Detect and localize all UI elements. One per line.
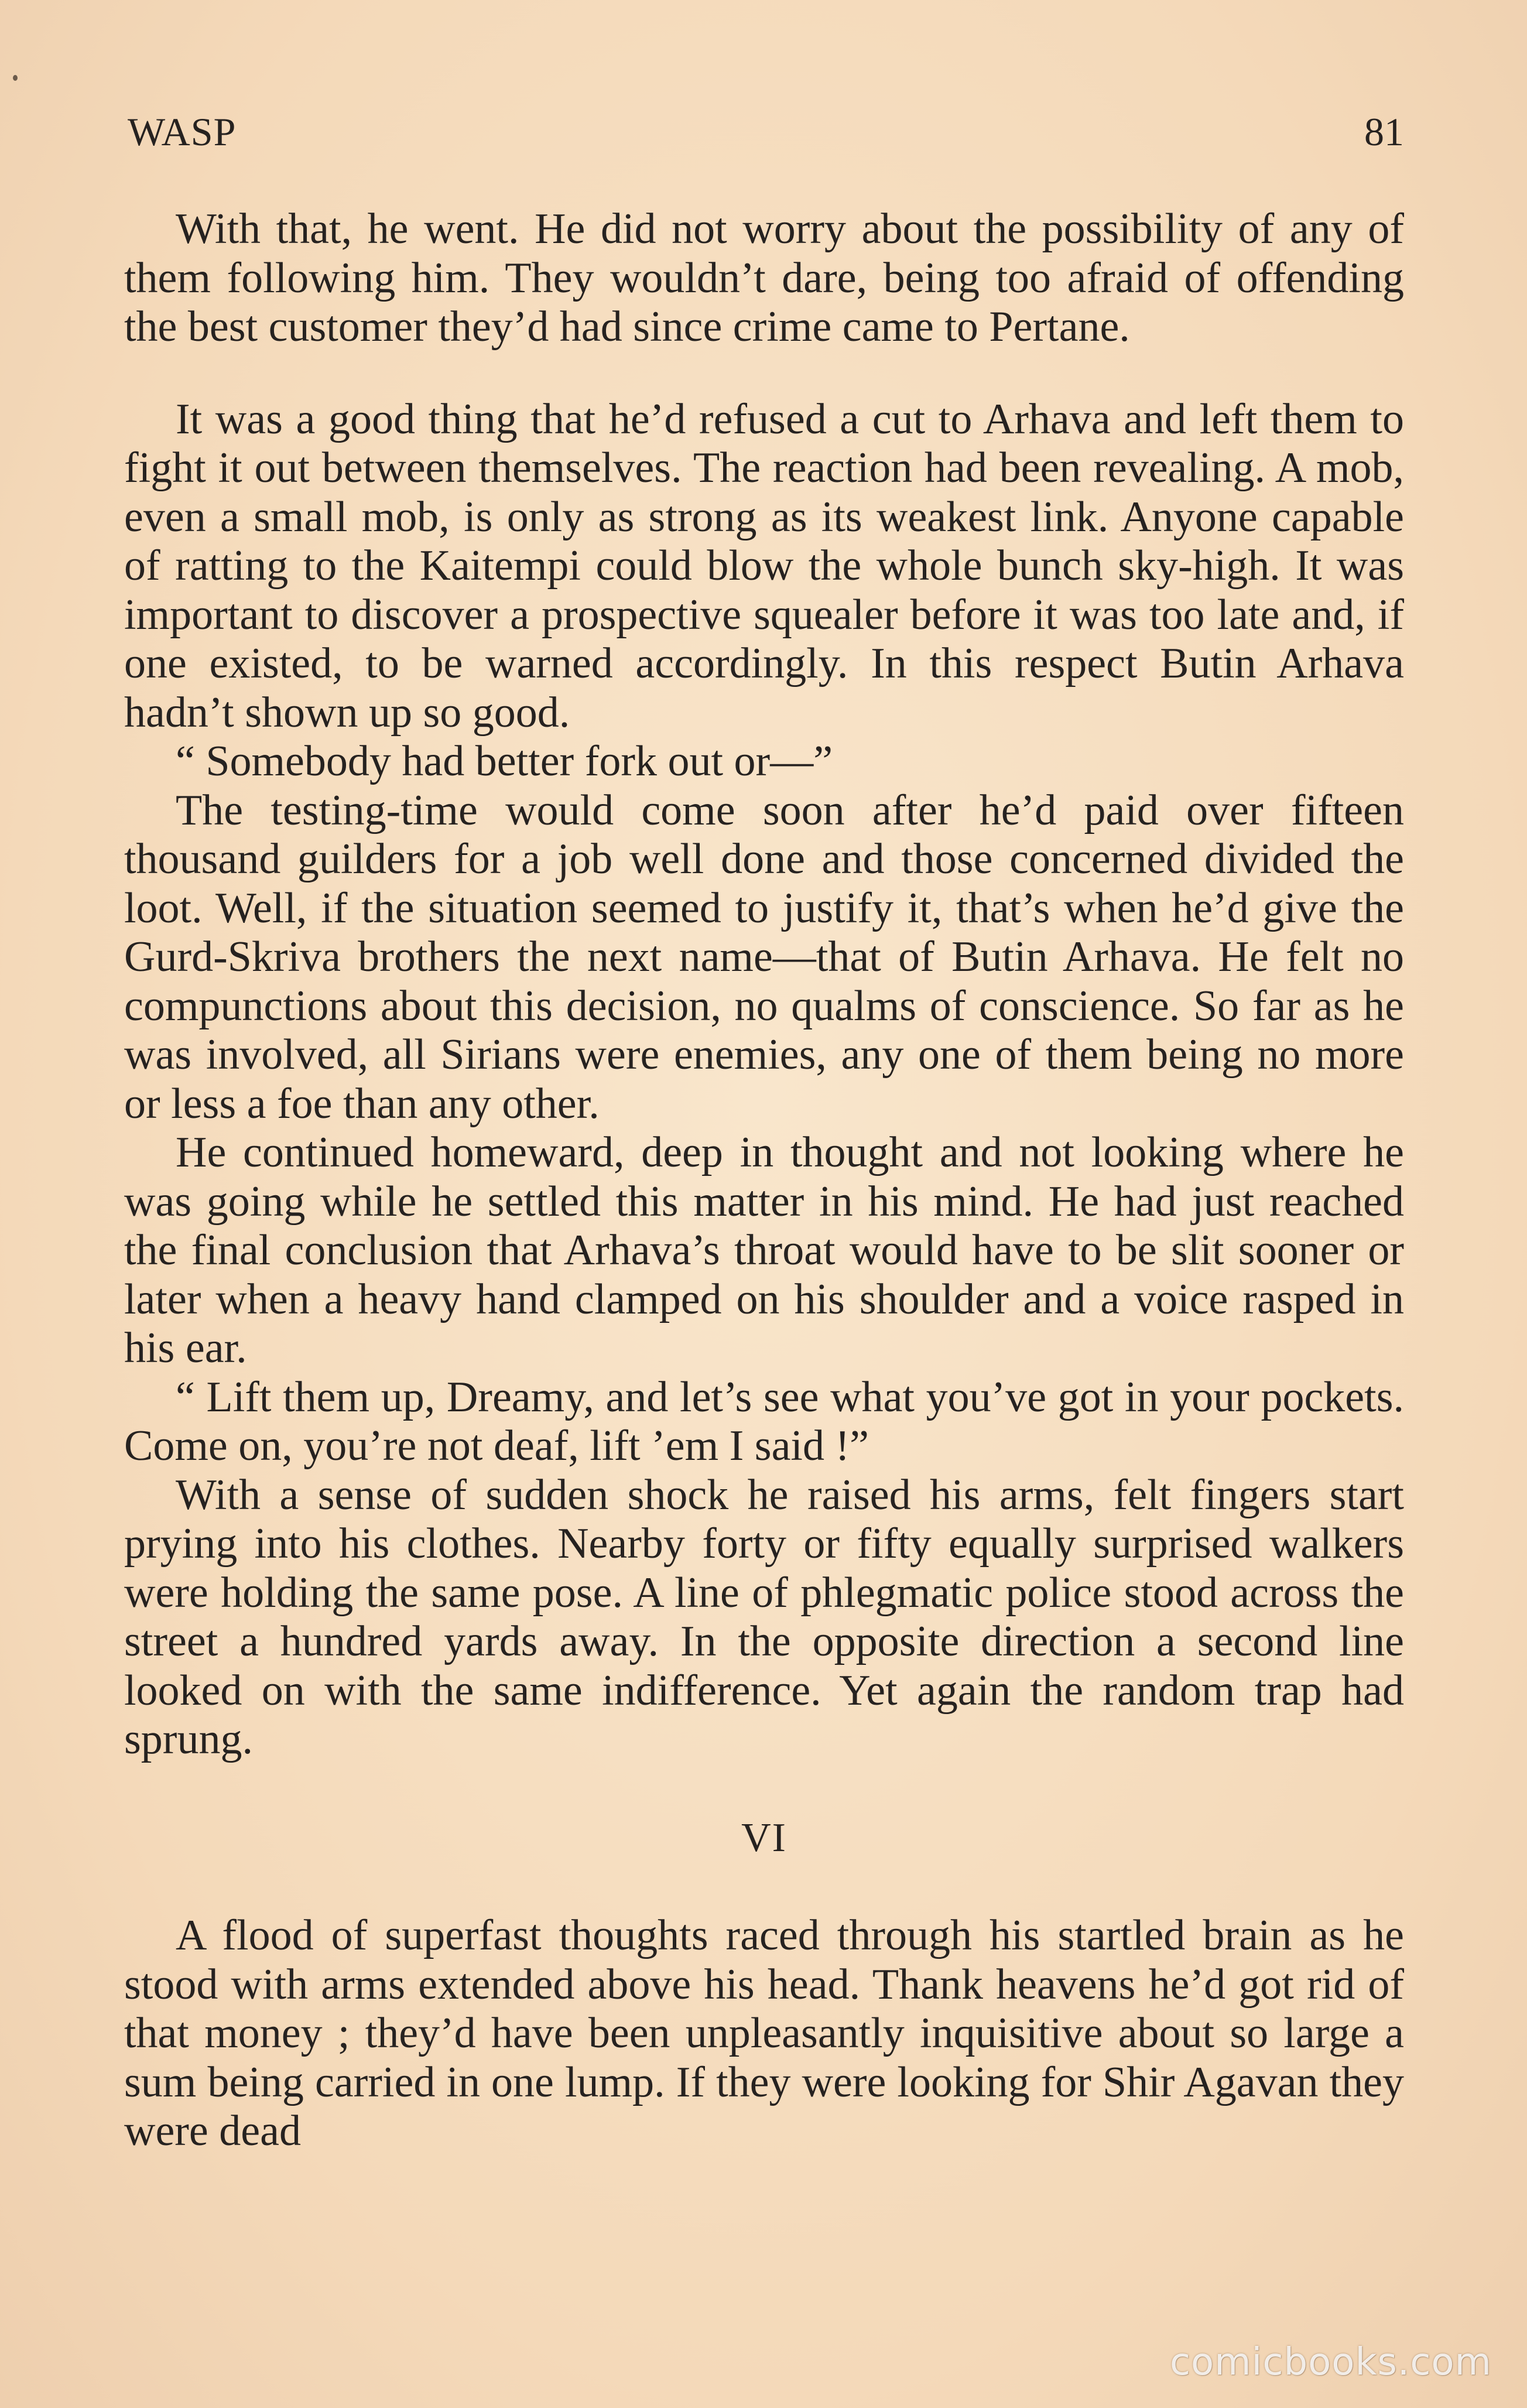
paragraph: A flood of superfast thoughts raced through his startled brain as he stood with arms extended above his head. Thank heavens he’d got rid of that money ; they’d have been unpleasantly inquisitive about so large a sum being carried in one lump. If they were looking for Shir Agavan they were dead xyxy=(124,1911,1404,2155)
paragraph-gap xyxy=(124,352,1404,395)
paragraph: With a sense of sudden shock he raised his arms, felt fingers start prying into his clothes. Nearby forty or fifty equally surprised walkers were holding the same pose. A line of phlegmatic police stood across the street a hundred yards away. In the opposite direction a second line looked on with the same indifference. Yet again the random trap had sprung. xyxy=(124,1470,1404,1763)
running-title: WASP xyxy=(128,110,237,154)
section-gap xyxy=(124,1862,1404,1911)
paragraph: It was a good thing that he’d refused a cut to Arhava and left them to fight it out between themselves. The reaction had been revealing. A mob, even a small mob, is only as strong as its weakest link. Anyone capable of ratting to the Kaitempi could blow the whole bunch sky-high. It was important to discover a prospective squealer before it was too late and, if one existed, to be warned accordingly. In this respect Butin Arhava hadn’t shown up so good. xyxy=(124,395,1404,737)
paragraph: “ Lift them up, Dreamy, and let’s see what you’ve got in your pockets. Come on, you’re not deaf, lift ’em I said !” xyxy=(124,1373,1404,1470)
page-number: 81 xyxy=(1364,110,1404,154)
watermark-logo: comicbooks.com xyxy=(1169,2341,1492,2384)
paragraph: He continued homeward, deep in thought and not looking where he was going while he settled this matter in his mind. He had just reached the final conclusion that Arhava’s throat would have to be slit sooner or later when a heavy hand clamped on his shoulder and a voice rasped in his ear. xyxy=(124,1128,1404,1372)
page-header xyxy=(128,105,1404,158)
section-gap xyxy=(124,1764,1404,1814)
paragraph: The testing-time would come soon after he’d paid over fifteen thousand guilders for a job well done and those concerned divided the loot. Well, if the situation seemed to justify it, that’s when he’d give the Gurd-Skriva brothers the next name—that of Butin Arhava. He felt no compunctions about this decision, no qualms of conscience. So far as he was involved, all Sirians were enemies, any one of them being no more or less a foe than any other. xyxy=(124,786,1404,1128)
paragraph: “ Somebody had better fork out or—” xyxy=(176,737,833,785)
paragraph: With that, he went. He did not worry about the possibility of any of them following him. They wouldn’t dare, being too afraid of offending the best customer they’d had since crime came to Pertane. xyxy=(124,205,1404,351)
body-text xyxy=(124,205,1404,2156)
chapter-heading: VI xyxy=(741,1815,787,1860)
ink-speck xyxy=(13,75,18,81)
